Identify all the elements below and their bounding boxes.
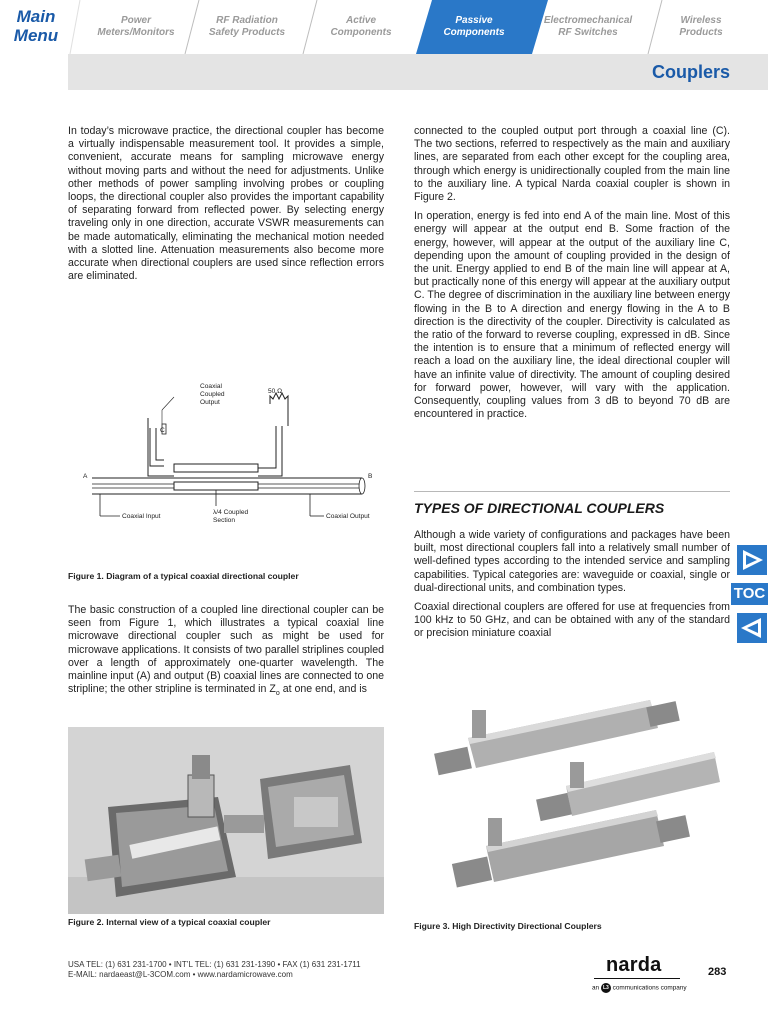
intro-paragraph [68, 125, 384, 289]
logo-rule [594, 978, 680, 979]
tagline-suffix: communications company [612, 984, 687, 992]
tab-passive-components[interactable] [428, 0, 520, 54]
label-coaxial-input: Coaxial Input [122, 513, 161, 520]
tab-rf-radiation[interactable] [196, 0, 298, 54]
section-divider [414, 491, 730, 492]
construction-subscript: o [275, 690, 280, 698]
section-heading: TYPES OF DIRECTIONAL COUPLERS [414, 500, 665, 516]
tab-label-line2: Products [679, 27, 723, 38]
top-navigation [0, 0, 768, 54]
label-coupled-output-1: Coaxial [200, 383, 222, 390]
right-column-types [414, 529, 730, 647]
paragraph-coupled-port: connected to the coupled output port through a coaxial line (C). The two sections, referred to respectively as the main and auxiliary lines, are separated from each other except for the coupling area, through which energy is unidirectionally coupled from the main line to the auxiliary line. A typical Narda coaxial coupler is shown in Figure 2. [414, 125, 730, 204]
label-port-b: B [368, 473, 373, 480]
tab-label-line1: Active [345, 15, 376, 26]
construction-paragraph [68, 604, 384, 707]
page-number: 283 [708, 966, 727, 978]
label-resistance: 50 Ω [268, 388, 283, 395]
label-coupled-section-1: λ/4 Coupled [213, 509, 249, 516]
paragraph-operation: In operation, energy is fed into end A of the main line. Most of this energy will appear at the output end B. Some fraction of the energy, however, will appear at the output of the auxiliary line C, depending upon the amount of coupling provided in the design of the unit. Energy applied to end B of the main line will appear at A, but practically none of this energy will appear at the auxiliary output C. The degree of discrimination in the auxiliary line between energy flowing in the B to A direction and energy flowing in the A to B direction is the directivity of the coupler. Directivity is calculated as the ratio of the forward to reverse coupling, expressed in dB. Since the intention is to ensure that a minimum of reflected energy will reach a load on the auxiliary line, the ideal directional coupler will have an infinite value of directivity. The amount of coupling desired for forward power, however, will vary with the application. Consequently, coupling values from 3 dB to beyond 70 dB are encountered in practice. [414, 210, 730, 421]
construction-main: The basic construction of a coupled line directional coupler can be seen from Figure 1, which illustrates a typical coaxial line microwave directional coupler such as might be used for microwave applications. It consists of two parallel striplines coupled over a length of approximately one-quarter wavelength. The mainline input (A) and output (B) coaxial lines are connected to one stripline; the other stripline is terminated in Z [68, 604, 384, 696]
paragraph-coaxial: Coaxial directional couplers are offered for use at frequencies from 100 kHz to 50 GHz, and can be obtained with any of the standard or precision miniature coaxial [414, 601, 730, 640]
figure1-caption: Figure 1. Diagram of a typical coaxial directional coupler [68, 571, 299, 581]
tab-label-line1: RF Radiation [216, 15, 278, 26]
label-port-a: A [83, 473, 88, 480]
tab-label-line1: Electromechanical [543, 15, 633, 26]
l3-logo-icon: L3 [601, 983, 611, 993]
figure2-caption: Figure 2. Internal view of a typical coaxial coupler [68, 917, 271, 927]
main-menu-line1: Main [16, 7, 56, 26]
right-column-top [414, 125, 730, 427]
footer-phone: USA TEL: (1) 631 231-1700 • INT’L TEL: (1) 631 231-1390 • FAX (1) 631 231-1711 [68, 960, 361, 969]
construction-text [68, 604, 384, 701]
construction-end: at one end, and is [279, 683, 367, 696]
company-tagline [592, 983, 687, 993]
paragraph-types: Although a wide variety of configurations and packages have been built, most directional couplers fall into a relatively small number of well-defined types according to the intended service and sampling capabilities. Typical categories are: waveguide or coaxial, single or dual-directional units, and combination types. [414, 529, 730, 594]
previous-page-arrow-icon[interactable] [737, 613, 767, 643]
figure2-photo [68, 727, 384, 914]
tab-label-line2: Meters/Monitors [97, 27, 175, 38]
tab-label-line1: Wireless [680, 15, 722, 26]
tab-label-line1: Power [120, 15, 151, 26]
label-coupled-output-3: Output [200, 399, 220, 406]
tab-label-line2: Safety Products [208, 27, 286, 38]
footer-email: E-MAIL: nardaeast@L-3COM.com • www.nardamicrowave.com [68, 970, 293, 979]
intro-text: In today’s microwave practice, the directional coupler has become a virtually indispensable measurement tool. It provides a simple, convenient, accurate means for sampling microwave energy without moving parts and without the need for adjustments. Unlike other methods of power sampling involving probes or coupling loops, the directional coupler also provides the important capability of separating forward from reflected power. By selecting energy traveling only in one direction, accurate VSWR measurements can be made automatically, eliminating the mechanical motion needed with a slotted line. Attenuation measurements also become more accurate when directional couplers are used since reflection errors are eliminated. [68, 125, 384, 283]
page-title: Couplers [651, 62, 730, 82]
label-port-c: C [160, 427, 165, 434]
tab-active-components[interactable] [314, 0, 408, 54]
label-coupled-section-2: Section [213, 517, 235, 524]
toc-button[interactable]: TOC [731, 583, 768, 605]
tab-wireless-products[interactable] [658, 0, 744, 54]
tagline-prefix: an [592, 984, 600, 992]
label-coaxial-output: Coaxial Output [326, 513, 370, 520]
tab-label-line2: Components [443, 27, 505, 38]
label-coupled-output-2: Coupled [200, 391, 225, 398]
narda-logo: narda [606, 954, 662, 976]
tab-label-line2: RF Switches [558, 27, 618, 38]
tab-power-meters[interactable] [86, 0, 186, 54]
figure1-diagram [70, 380, 390, 540]
next-page-arrow-icon[interactable] [737, 545, 767, 575]
figure3-photo [414, 690, 730, 912]
tab-label-line2: Components [330, 27, 392, 38]
title-band [68, 54, 768, 90]
figure3-caption: Figure 3. High Directivity Directional Couplers [414, 921, 602, 931]
tab-electromechanical[interactable] [532, 0, 644, 54]
main-menu-line2: Menu [13, 26, 59, 45]
tab-label-line1: Passive [455, 15, 493, 26]
